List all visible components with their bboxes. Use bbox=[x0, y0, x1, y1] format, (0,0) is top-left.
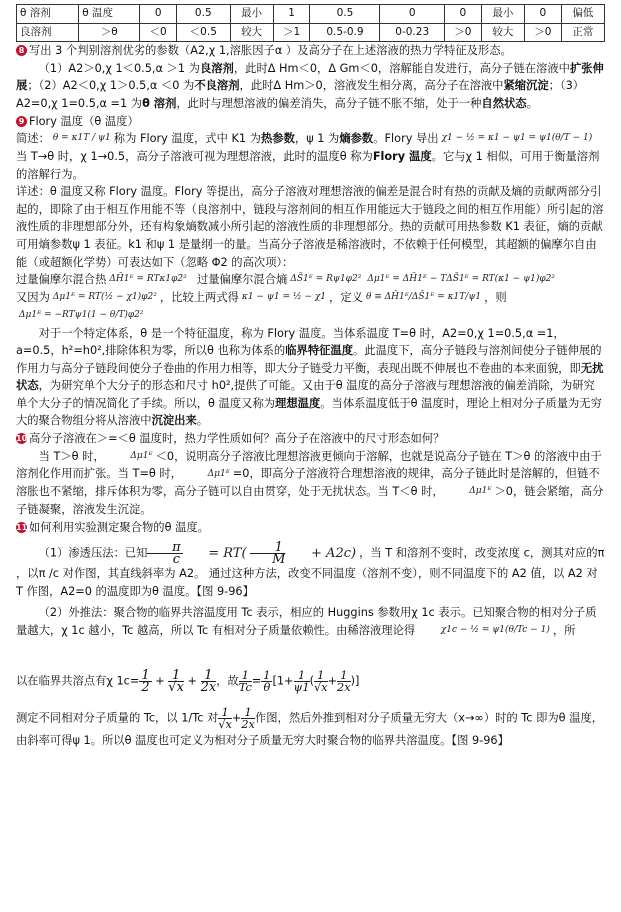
answer-text: ；（2）A2＜0,χ 1＞0.5,α ＜0 为 bbox=[27, 79, 195, 93]
answer-text: 简述： bbox=[16, 132, 50, 146]
answer-text: ＜0，说明高分子溶液比理想溶液更倾向于溶解，也就是说高分子链在 T＞θ 的溶液中由于溶剂化作用而扩张。当 T=θ 时， bbox=[16, 449, 602, 481]
fraction bbox=[139, 667, 151, 695]
numerator: 1 bbox=[218, 707, 232, 719]
denominator: θ bbox=[263, 680, 271, 694]
formula-excess-heat: ΔH̄1ᴱ = RTκ1φ2² bbox=[109, 274, 187, 285]
extrapolation-paragraph bbox=[16, 604, 605, 639]
critical-point-line: 以在临界共溶点有χ 1c= $\frac{1}{2}$ + $\frac{1}{√x}$ + $\frac{1}{2x}$ ，故 $\frac{1}{Tc}$ = $\frac{1}{\theta}$ [1+ $\frac{1}{\psi 1}$ ( $\frac{1}{√x}$ + $\frac{1}{2x}$ )] bbox=[16, 667, 360, 695]
fraction bbox=[239, 670, 252, 693]
answer-text: [1+ bbox=[272, 674, 294, 688]
denominator: M bbox=[272, 552, 286, 568]
numerator: 1 bbox=[337, 670, 351, 682]
denominator: 2 bbox=[141, 679, 150, 695]
answer-text: 过量偏摩尔混合热 bbox=[16, 273, 107, 287]
answer-text: 又因为 bbox=[16, 290, 50, 304]
section-11-title bbox=[16, 519, 605, 537]
question-text: 如何利用实验测定聚合物的θ 温度。 bbox=[29, 520, 209, 534]
section-9-title bbox=[16, 113, 605, 131]
osmotic-paragraph bbox=[16, 542, 605, 600]
answer-text: 。它与χ 1 相似，可用于衡量溶剂的溶解行为。 bbox=[16, 149, 600, 181]
spacer bbox=[16, 640, 605, 670]
answer-text: ，定义 bbox=[329, 290, 363, 304]
table-cell: θ 温度 bbox=[79, 5, 140, 24]
numerator: 1 bbox=[141, 667, 150, 683]
answer-text: 对于一个特定体系，θ 是一个特征温度，称为 Flory 温度。当体系温度 T=θ 时，A2=0,χ 1=0.5,α =1，a=0.5，h²=h0²,排除体积为零，所以θ 也称为体系的 bbox=[16, 326, 565, 358]
table-cell: 0.5 bbox=[177, 5, 230, 24]
answer-text: ，ψ 1 为 bbox=[294, 132, 340, 146]
emphasis-text: Flory 温度 bbox=[372, 149, 432, 163]
table-cell: 0 bbox=[524, 5, 561, 24]
numerator: 1 bbox=[294, 670, 310, 682]
numerator: 1 bbox=[314, 670, 328, 682]
question-text: Flory 温度（θ 温度） bbox=[29, 114, 139, 128]
table-cell: ＞0 bbox=[444, 23, 481, 42]
denominator: √x bbox=[168, 679, 184, 695]
section-10-title bbox=[16, 430, 605, 448]
table-cell: 0.5 bbox=[310, 5, 380, 24]
table-cell: 正常 bbox=[561, 23, 604, 42]
answer-text: ＞0，链会紧缩，高分子链凝聚，溶液发生沉淀。 bbox=[16, 485, 604, 517]
emphasis-text: 熵参数 bbox=[339, 132, 374, 146]
formula-mu: Δμ1ᴱ bbox=[130, 450, 153, 461]
section-number-badge: 11 bbox=[16, 522, 28, 532]
question-text: 写出 3 个判别溶剂优劣的参数（A2,χ 1,溶胀因子α ）及高分子在上述溶液的热力学特征及形态。 bbox=[29, 44, 512, 58]
answer-text: ，则 bbox=[484, 290, 507, 304]
formula-excess-mu: Δμ1ᴱ = ΔH̄1ᴱ − TΔS̄1ᴱ = RT(κ1 − ψ1)φ2² bbox=[367, 274, 556, 285]
table-cell: 0 bbox=[140, 5, 177, 24]
answer-text: 。 bbox=[196, 414, 209, 428]
table-cell: 较大 bbox=[230, 23, 273, 42]
table-cell: 0 bbox=[380, 5, 444, 24]
emphasis-text: 沉淀出来 bbox=[151, 414, 197, 428]
table-cell: 良溶剂 bbox=[17, 23, 79, 42]
answer-text: 作图，然后外推到相对分子质量无穷大（x→∞）时的 Tc 即为θ 温度，由斜率可得ψ 1。所以θ 温度也可定义为相对分子质量无穷大时聚合物的临界共溶温度。【图 9-96】 bbox=[16, 711, 604, 747]
table-cell: 0 bbox=[444, 5, 481, 24]
answer-text: ；（3）A2=0,χ 1=0.5,α =1 为 bbox=[16, 79, 585, 110]
answer-text: 过量偏摩尔混合熵 bbox=[196, 273, 288, 287]
table-row bbox=[17, 23, 605, 42]
formula-mu-theta: Δμ1ᴱ = −RTψ1(1 − θ/T)φ2² bbox=[19, 309, 144, 320]
numerator: 1 bbox=[250, 542, 286, 554]
numerator: 1 bbox=[263, 668, 271, 682]
formula-chi-c: χ1c − ½ = ψ1(θ/Tc − 1) bbox=[440, 625, 550, 636]
fraction bbox=[147, 540, 182, 568]
question-text: 高分子溶液在＞=＜θ 温度时，热力学性质如何？高分子在溶液中的尺寸形态如何？ bbox=[29, 432, 445, 446]
fraction bbox=[314, 670, 328, 693]
denominator: ψ1 bbox=[293, 680, 310, 694]
formula-text: = RT( bbox=[208, 545, 247, 561]
denominator: √x bbox=[218, 717, 232, 731]
tc-paragraph bbox=[16, 707, 605, 751]
formula-excess-entropy: ΔS̄1ᴱ = Rψ1φ2² bbox=[290, 274, 362, 285]
section-8-answer bbox=[16, 60, 605, 113]
numerator: 1 bbox=[168, 670, 184, 682]
numerator: 1 bbox=[201, 670, 217, 682]
fraction bbox=[337, 670, 351, 693]
fraction bbox=[261, 670, 272, 693]
answer-text: （1）渗透压法：已知 bbox=[38, 546, 148, 560]
answer-text: 。当体系温度低于θ 温度时，理论上相对分子质量为无穷大的聚合物组分将从溶液中 bbox=[16, 396, 602, 428]
detail-paragraph bbox=[16, 183, 605, 324]
fraction bbox=[294, 670, 310, 693]
emphasis-text: 无扰状态 bbox=[16, 361, 604, 393]
answer-text: 。此温度下，高分子链段与溶剂间使分子链伸展的作用力与高分子链段间使分子卷曲的作用力相等，即大分子链受力平衡，表现出既不伸展也不卷曲的本来面貌，即 bbox=[16, 344, 602, 375]
answer-text: 。Flory 导出 bbox=[373, 132, 439, 146]
answer-text: 称为 Flory 温度，式中 K1 为 bbox=[113, 132, 261, 146]
answer-text: = bbox=[251, 674, 262, 688]
denominator: 2x bbox=[200, 679, 217, 695]
fraction bbox=[218, 707, 232, 730]
formula-mu: Δμ1ᴱ bbox=[207, 468, 230, 479]
answer-text: ，故 bbox=[216, 674, 239, 688]
denominator: Tc bbox=[238, 680, 252, 694]
section-10-answer bbox=[16, 448, 605, 519]
fraction bbox=[200, 667, 217, 695]
table-cell: 0-0.23 bbox=[380, 23, 444, 42]
formula-theta-def: θ ≡ ΔH̄1ᴱ/ΔS̄1ᴱ = κ1T/ψ1 bbox=[365, 292, 482, 303]
numerator: π bbox=[147, 542, 182, 554]
table-cell: 最小 bbox=[481, 5, 524, 24]
formula-mu: Δμ1ᴱ bbox=[469, 486, 492, 497]
answer-text: =0，即高分子溶液符合理想溶液的规律，高分子链此时是溶解的，但链不溶胀也不紧缩，排斥体积为零，高分子链可以自由贯穿，处于无扰状态。当 T＜θ 时， bbox=[16, 467, 600, 499]
table-row bbox=[17, 5, 605, 24]
denominator: 2x bbox=[337, 680, 351, 694]
answer-text: )] bbox=[350, 674, 360, 688]
document-page bbox=[16, 4, 605, 751]
answer-text: ，为研究单个大分子的形态和尺寸 h0²,提供了可能。又由于θ 温度的高分子溶液与理想溶液的偏差消除，为研究单个大分子的情况简化了手续。所以，θ 温度又称为 bbox=[16, 379, 595, 410]
emphasis-text: 良溶剂 bbox=[199, 61, 234, 75]
denominator: 2x bbox=[241, 717, 255, 731]
table-cell: θ 溶剂 bbox=[17, 5, 79, 24]
denominator: c bbox=[172, 552, 180, 568]
emphasis-text: 自然状态 bbox=[481, 96, 527, 110]
section-number-badge: 10 bbox=[16, 434, 28, 444]
theta-paragraph bbox=[16, 325, 605, 431]
answer-text: ，此时Δ Hm＞0，溶液发生相分离，高分子在溶液中 bbox=[239, 79, 504, 93]
section-number-badge: 8 bbox=[16, 45, 27, 56]
numerator: 1 bbox=[239, 670, 252, 682]
emphasis-text: 不良溶剂 bbox=[194, 79, 240, 93]
table-cell: ＜0.5 bbox=[177, 23, 230, 42]
formula-theta: θ = κ1T / ψ1 bbox=[52, 133, 111, 144]
table-cell: ＞0 bbox=[524, 23, 561, 42]
emphasis-text: θ 溶剂 bbox=[142, 96, 177, 110]
emphasis-text: 扩张伸展 bbox=[16, 61, 604, 93]
fraction bbox=[168, 667, 184, 695]
table-cell: 0.5-0.9 bbox=[310, 23, 380, 42]
brief-paragraph bbox=[16, 130, 605, 183]
emphasis-text: 热参数 bbox=[260, 132, 295, 146]
table-cell: ＞1 bbox=[273, 23, 310, 42]
answer-text: ，此时与理想溶液的偏差消失，高分子链不胀不缩，处于一种 bbox=[176, 96, 482, 110]
section-number-badge: 9 bbox=[16, 116, 27, 127]
fraction bbox=[241, 707, 255, 730]
emphasis-text: 紧缩沉淀 bbox=[503, 79, 549, 93]
answer-text: ，比较上两式得 bbox=[159, 290, 239, 304]
table-cell: ＜0 bbox=[140, 23, 177, 42]
answer-text: ，所 bbox=[552, 624, 576, 638]
answer-text: 详述：θ 温度又称 Flory 温度。Flory 等提出，高分子溶液对理想溶液的偏差是混合时有热的贡献及熵的贡献两部分引起的，即除了由于相互作用能不等（良溶剂中，链段与溶剂间的相互作用能远大于链段之间的相互作用能）所引起的溶液性质的非理想部分外，还有构象熵数减小所引起的溶液性质的非理想部分。热的贡献可用热参数 K1 表征，熵的贡献可用熵参数ψ 1 表征。k1 和ψ 1 是量纲一的量。当高分子溶液是稀溶液时，不依赖于任何模型，其超额的偏摩尔自由能（或超额化学势）可表达如下（忽略 Φ2 的高次项）： bbox=[16, 185, 604, 269]
emphasis-text: 临界特征温度 bbox=[285, 344, 354, 358]
section-8-title bbox=[16, 42, 605, 60]
answer-text: ( bbox=[309, 674, 314, 688]
formula-chi: χ1 − ½ = κ1 − ψ1 = ψ1(θ/T − 1) bbox=[441, 133, 593, 144]
numerator: 1 bbox=[241, 707, 255, 719]
answer-text: + bbox=[327, 674, 338, 688]
denominator: √x bbox=[313, 680, 328, 694]
table-cell: 1 bbox=[273, 5, 310, 24]
answer-text: ，此时Δ Hm＜0，Δ Gm＜0，溶解能自发进行，高分子链在溶液中 bbox=[233, 61, 570, 75]
table-cell: 偏低 bbox=[561, 5, 604, 24]
answer-text: + bbox=[231, 711, 242, 725]
table-cell: 较大 bbox=[481, 23, 524, 42]
formula-text: + A2c) bbox=[311, 545, 357, 561]
table-cell: ＞θ bbox=[79, 23, 140, 42]
formula-k-psi: κ1 − ψ1 = ½ − χ1 bbox=[241, 292, 327, 303]
answer-text: 以在临界共溶点有χ 1c= bbox=[16, 674, 140, 688]
table-cell: 最小 bbox=[230, 5, 273, 24]
answer-text: （1）A2＞0,χ 1＜0.5,α ＞1 为 bbox=[38, 61, 200, 75]
answer-text: 。 bbox=[526, 96, 538, 110]
formula-mu-chi: Δμ1ᴱ = RT(½ − χ1)φ2² bbox=[52, 292, 157, 303]
emphasis-text: 理想温度 bbox=[275, 396, 321, 410]
answer-text: 测定不同相对分子质量的 Tc，以 1/Tc 对 bbox=[16, 711, 219, 725]
answer-text: （2）外推法：聚合物的临界共溶温度用 Tc 表示，相应的 Huggins 参数用χ 1c 表示。已知聚合物的相对分子质量越大，χ 1c 越小，Tc 越高，所以 Tc 有相对分子质量依赖性。由稀溶液理论得 bbox=[16, 606, 597, 638]
solvent-table bbox=[16, 4, 605, 42]
answer-text: 当 T→θ 时，χ 1→0.5，高分子溶液可视为理想溶液，此时的温度θ 称为 bbox=[16, 149, 373, 163]
fraction bbox=[250, 540, 286, 568]
answer-text: 当 T＞θ 时， bbox=[38, 449, 105, 463]
answer-text: ，当 T 和溶剂不变时，改变浓度 c，测其对应的π ，以π /c 对作图，其直线斜率为 A2。 通过这种方法，改变不同温度（溶剂不变），则不同温度下的 A2 值，以 A2 对 T 作图，A2=0 的温度即为θ 温度。【图 9-96】 bbox=[16, 546, 605, 598]
